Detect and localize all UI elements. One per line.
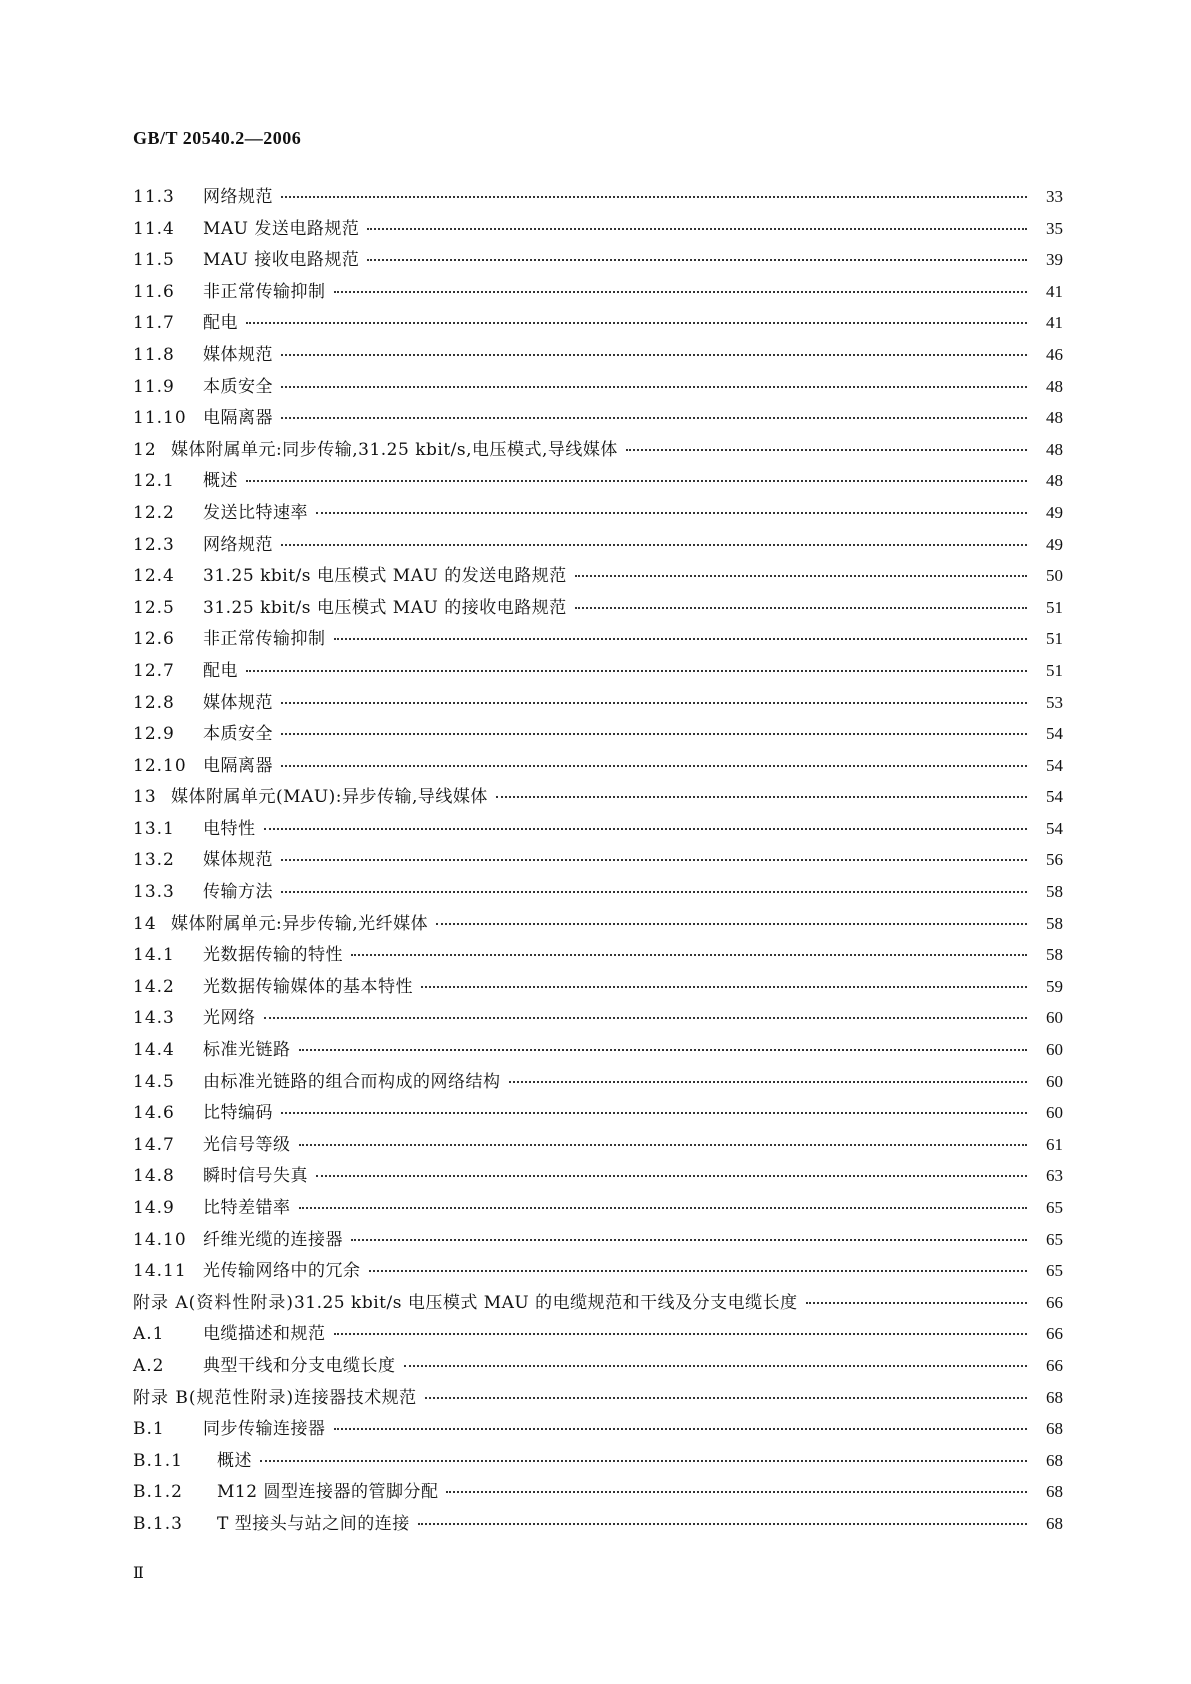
toc-entry-number: 12.1 xyxy=(133,471,175,492)
toc-entry-number: 14.1 xyxy=(133,945,175,966)
toc-entry-title: 光数据传输媒体的基本特性 xyxy=(203,976,413,997)
toc-entry[interactable] xyxy=(133,561,1063,593)
toc-entry[interactable] xyxy=(133,1256,1063,1288)
toc-leader-dots xyxy=(367,228,1027,230)
toc-entry-title: 光网络 xyxy=(203,1008,256,1029)
toc-entry-number: 12.4 xyxy=(133,566,175,587)
toc-entry-title: 本质安全 xyxy=(203,376,273,397)
toc-entry-page: 65 xyxy=(1046,1261,1063,1281)
toc-entry-number: 13.3 xyxy=(133,882,175,903)
toc-entry-page: 66 xyxy=(1046,1324,1063,1344)
toc-entry[interactable] xyxy=(133,1319,1063,1351)
toc-leader-dots xyxy=(299,1207,1028,1209)
toc-entry-page: 65 xyxy=(1046,1229,1063,1249)
toc-entry[interactable] xyxy=(133,1446,1063,1478)
toc-leader-dots xyxy=(281,417,1027,419)
toc-entry[interactable] xyxy=(133,751,1063,783)
toc-entry[interactable] xyxy=(133,372,1063,404)
toc-entry[interactable] xyxy=(133,498,1063,530)
toc-entry-title: 网络规范 xyxy=(203,534,273,555)
toc-leader-dots xyxy=(351,954,1027,956)
toc-entry-page: 54 xyxy=(1046,755,1063,775)
toc-leader-dots xyxy=(281,354,1027,356)
toc-leader-dots xyxy=(246,670,1027,672)
toc-entry[interactable] xyxy=(133,624,1063,656)
toc-entry-title: 电隔离器 xyxy=(203,755,273,776)
toc-entry-page: 50 xyxy=(1046,566,1063,586)
toc-entry-number: B.1.2 xyxy=(133,1482,183,1503)
document-code: GB/T 20540.2—2006 xyxy=(133,128,302,148)
toc-entry-number: 11.4 xyxy=(133,218,175,239)
toc-entry-number: 11.6 xyxy=(133,281,175,302)
toc-leader-dots xyxy=(509,1081,1028,1083)
toc-entry-title: 光数据传输的特性 xyxy=(203,945,343,966)
toc-entry-number: 14.5 xyxy=(133,1071,175,1092)
toc-entry-page: 54 xyxy=(1046,724,1063,744)
toc-entry-number: 14.7 xyxy=(133,1134,175,1155)
toc-entry-page: 66 xyxy=(1046,1292,1063,1312)
toc-entry[interactable] xyxy=(133,845,1063,877)
toc-entry-number: 14.9 xyxy=(133,1198,175,1218)
toc-entry-number: 14 xyxy=(133,913,157,934)
toc-leader-dots xyxy=(436,923,1027,925)
toc-entry-page: 59 xyxy=(1046,976,1063,996)
toc-entry[interactable] xyxy=(133,1225,1063,1257)
toc-entry-page: 58 xyxy=(1046,945,1063,965)
toc-leader-dots xyxy=(418,1523,1027,1525)
toc-leader-dots xyxy=(281,386,1027,388)
toc-entry-page: 41 xyxy=(1046,313,1063,333)
toc-leader-dots xyxy=(806,1302,1027,1304)
toc-entry-page: 68 xyxy=(1046,1450,1063,1470)
toc-entry-title: 媒体规范 xyxy=(203,692,273,713)
toc-entry[interactable] xyxy=(133,782,1063,814)
toc-entry-title: 比特编码 xyxy=(203,1103,273,1124)
toc-entry-number: 14.4 xyxy=(133,1040,175,1061)
toc-entry-title: M12 圆型连接器的管脚分配 xyxy=(217,1482,439,1503)
toc-entry-page: 48 xyxy=(1046,439,1063,459)
toc-entry-page: 68 xyxy=(1046,1419,1063,1439)
toc-leader-dots xyxy=(334,638,1028,640)
toc-entry-number: 12.5 xyxy=(133,597,175,618)
toc-entry-title: 媒体附属单元:异步传输,光纤媒体 xyxy=(171,913,429,934)
toc-leader-dots xyxy=(260,1460,1027,1462)
toc-entry[interactable] xyxy=(133,182,1063,214)
toc-leader-dots xyxy=(299,1144,1028,1146)
toc-entry-number: 11.10 xyxy=(133,408,187,429)
toc-entry-number: 附录 A(资料性附录) xyxy=(133,1292,294,1313)
toc-entry-title: 媒体附属单元:同步传输,31.25 kbit/s,电压模式,导线媒体 xyxy=(171,439,618,460)
toc-entry[interactable] xyxy=(133,1035,1063,1067)
toc-leader-dots xyxy=(334,291,1028,293)
toc-entry-number: B.1.3 xyxy=(133,1513,183,1534)
toc-entry[interactable] xyxy=(133,1509,1063,1541)
toc-entry-page: 49 xyxy=(1046,502,1063,522)
toc-entry[interactable] xyxy=(133,814,1063,846)
toc-entry-number: B.1 xyxy=(133,1419,165,1440)
toc-entry-title: 比特差错率 xyxy=(203,1198,291,1218)
toc-leader-dots xyxy=(369,1270,1028,1272)
toc-entry-title: 电缆描述和规范 xyxy=(203,1324,326,1345)
toc-entry[interactable] xyxy=(133,435,1063,467)
toc-entry-number: 14.6 xyxy=(133,1103,175,1124)
toc-entry-number: 14.11 xyxy=(133,1261,187,1282)
table-of-contents xyxy=(133,182,1063,1541)
toc-entry-number: 13.1 xyxy=(133,818,175,839)
toc-leader-dots xyxy=(246,480,1027,482)
toc-leader-dots xyxy=(496,796,1027,798)
toc-entry-title: MAU 发送电路规范 xyxy=(203,218,360,239)
toc-leader-dots xyxy=(351,1239,1027,1241)
toc-leader-dots xyxy=(421,986,1027,988)
toc-entry[interactable] xyxy=(133,1161,1063,1193)
toc-entry-title: 连接器技术规范 xyxy=(294,1387,417,1408)
toc-entry-page: 65 xyxy=(1046,1198,1063,1217)
toc-entry-title: 同步传输连接器 xyxy=(203,1419,326,1440)
toc-leader-dots xyxy=(264,828,1028,830)
toc-entry[interactable] xyxy=(133,1288,1063,1320)
toc-leader-dots xyxy=(316,512,1027,514)
toc-entry-number: A.1 xyxy=(133,1324,165,1345)
toc-entry-title: 非正常传输抑制 xyxy=(203,281,326,302)
toc-entry-title: 发送比特速率 xyxy=(203,502,308,523)
toc-leader-dots xyxy=(367,259,1027,261)
toc-entry-title: 概述 xyxy=(203,471,238,492)
toc-leader-dots xyxy=(264,1017,1028,1019)
toc-entry-page: 60 xyxy=(1046,1008,1063,1028)
toc-entry-page: 54 xyxy=(1046,787,1063,807)
toc-entry[interactable] xyxy=(133,688,1063,720)
toc-leader-dots xyxy=(575,607,1027,609)
toc-entry[interactable] xyxy=(133,1477,1063,1509)
toc-entry[interactable] xyxy=(133,1414,1063,1446)
toc-entry-page: 48 xyxy=(1046,408,1063,428)
toc-entry[interactable] xyxy=(133,530,1063,562)
toc-entry-page: 61 xyxy=(1046,1134,1063,1154)
toc-entry-title: 媒体附属单元(MAU):异步传输,导线媒体 xyxy=(171,787,488,808)
toc-entry-title: 电特性 xyxy=(203,818,256,839)
toc-entry[interactable] xyxy=(133,1098,1063,1130)
toc-entry-page: 68 xyxy=(1046,1387,1063,1407)
toc-entry-page: 41 xyxy=(1046,281,1063,301)
toc-leader-dots xyxy=(334,1428,1028,1430)
toc-entry[interactable] xyxy=(133,277,1063,309)
toc-entry-title: 纤维光缆的连接器 xyxy=(203,1229,343,1250)
toc-entry[interactable] xyxy=(133,940,1063,972)
toc-leader-dots xyxy=(281,891,1027,893)
toc-entry-title: 瞬时信号失真 xyxy=(203,1166,308,1187)
toc-entry-page: 60 xyxy=(1046,1040,1063,1060)
toc-leader-dots xyxy=(425,1397,1027,1399)
toc-entry[interactable] xyxy=(133,308,1063,340)
toc-entry-page: 66 xyxy=(1046,1355,1063,1375)
toc-entry[interactable] xyxy=(133,1351,1063,1383)
toc-leader-dots xyxy=(281,196,1027,198)
toc-leader-dots xyxy=(246,322,1027,324)
toc-leader-dots xyxy=(281,765,1027,767)
toc-leader-dots xyxy=(446,1491,1027,1493)
toc-entry-number: 14.8 xyxy=(133,1166,175,1187)
toc-entry-number: 14.3 xyxy=(133,1008,175,1029)
toc-entry-page: 35 xyxy=(1046,218,1063,238)
toc-entry[interactable] xyxy=(133,877,1063,909)
toc-entry-title: 31.25 kbit/s 电压模式 MAU 的接收电路规范 xyxy=(203,597,567,618)
toc-entry-number: 12.7 xyxy=(133,660,175,681)
toc-entry-title: 网络规范 xyxy=(203,187,273,207)
toc-entry-page: 58 xyxy=(1046,882,1063,902)
toc-entry-number: 11.9 xyxy=(133,376,175,397)
toc-entry-title: 光传输网络中的冗余 xyxy=(203,1261,361,1282)
toc-leader-dots xyxy=(299,1049,1028,1051)
toc-entry-page: 51 xyxy=(1046,660,1063,680)
toc-entry-number: 11.8 xyxy=(133,344,175,365)
toc-entry-page: 33 xyxy=(1046,187,1063,206)
toc-entry-title: T 型接头与站之间的连接 xyxy=(217,1513,410,1534)
toc-leader-dots xyxy=(316,1175,1027,1177)
toc-entry-number: 12.10 xyxy=(133,755,187,776)
toc-entry-page: 39 xyxy=(1046,250,1063,270)
toc-leader-dots xyxy=(334,1333,1028,1335)
toc-entry[interactable] xyxy=(133,1193,1063,1225)
toc-entry-page: 60 xyxy=(1046,1103,1063,1123)
toc-entry-title: 31.25 kbit/s 电压模式 MAU 的发送电路规范 xyxy=(203,566,567,587)
toc-entry-page: 48 xyxy=(1046,376,1063,396)
toc-entry-number: 11.3 xyxy=(133,187,175,207)
toc-leader-dots xyxy=(626,449,1027,451)
toc-entry-title: 媒体规范 xyxy=(203,850,273,871)
toc-entry-page: 51 xyxy=(1046,629,1063,649)
toc-leader-dots xyxy=(281,733,1027,735)
toc-entry-page: 63 xyxy=(1046,1166,1063,1186)
toc-leader-dots xyxy=(281,702,1027,704)
toc-entry-title: 非正常传输抑制 xyxy=(203,629,326,650)
toc-entry-title: 由标准光链路的组合而构成的网络结构 xyxy=(203,1071,501,1092)
toc-entry[interactable] xyxy=(133,245,1063,277)
toc-entry-page: 58 xyxy=(1046,913,1063,933)
toc-entry-page: 48 xyxy=(1046,471,1063,491)
toc-entry-number: 12.3 xyxy=(133,534,175,555)
toc-leader-dots xyxy=(281,859,1027,861)
toc-entry-page: 46 xyxy=(1046,344,1063,364)
toc-entry[interactable] xyxy=(133,1383,1063,1415)
toc-entry-number: 12.9 xyxy=(133,724,175,745)
toc-entry-number: 14.10 xyxy=(133,1229,187,1250)
toc-entry-page: 68 xyxy=(1046,1482,1063,1502)
toc-entry-number: A.2 xyxy=(133,1355,165,1376)
toc-entry-page: 51 xyxy=(1046,597,1063,617)
page-number: Ⅱ xyxy=(133,1565,144,1582)
toc-entry[interactable] xyxy=(133,719,1063,751)
toc-entry-page: 53 xyxy=(1046,692,1063,712)
toc-entry[interactable] xyxy=(133,340,1063,372)
toc-entry-number: B.1.1 xyxy=(133,1450,183,1471)
toc-entry[interactable] xyxy=(133,1003,1063,1035)
toc-entry-number: 12.2 xyxy=(133,502,175,523)
toc-entry-number: 11.5 xyxy=(133,250,175,271)
toc-entry-title: MAU 接收电路规范 xyxy=(203,250,360,271)
toc-entry-title: 配电 xyxy=(203,313,238,334)
toc-entry-number: 附录 B(规范性附录) xyxy=(133,1387,295,1408)
toc-entry-page: 49 xyxy=(1046,534,1063,554)
toc-entry-page: 60 xyxy=(1046,1071,1063,1091)
toc-entry-number: 13 xyxy=(133,787,157,808)
toc-entry[interactable] xyxy=(133,403,1063,435)
toc-entry-title: 传输方法 xyxy=(203,882,273,903)
toc-entry-page: 68 xyxy=(1046,1513,1063,1533)
toc-leader-dots xyxy=(575,575,1027,577)
toc-entry[interactable] xyxy=(133,909,1063,941)
toc-entry-number: 11.7 xyxy=(133,313,175,334)
toc-entry[interactable] xyxy=(133,656,1063,688)
toc-entry-title: 31.25 kbit/s 电压模式 MAU 的电缆规范和干线及分支电缆长度 xyxy=(293,1292,798,1313)
toc-entry[interactable] xyxy=(133,1067,1063,1099)
toc-entry-title: 典型干线和分支电缆长度 xyxy=(203,1355,396,1376)
toc-leader-dots xyxy=(404,1365,1028,1367)
toc-entry[interactable] xyxy=(133,214,1063,246)
toc-entry-title: 标准光链路 xyxy=(203,1040,291,1061)
toc-entry-title: 光信号等级 xyxy=(203,1134,291,1155)
toc-leader-dots xyxy=(281,544,1027,546)
toc-entry-number: 13.2 xyxy=(133,850,175,871)
toc-entry-number: 12 xyxy=(133,439,157,460)
toc-entry-page: 56 xyxy=(1046,850,1063,870)
toc-entry-title: 配电 xyxy=(203,660,238,681)
toc-entry-title: 概述 xyxy=(217,1450,252,1471)
toc-entry[interactable] xyxy=(133,466,1063,498)
toc-entry-number: 14.2 xyxy=(133,976,175,997)
toc-entry-number: 12.6 xyxy=(133,629,175,650)
toc-entry-title: 电隔离器 xyxy=(203,408,273,429)
toc-entry-page: 54 xyxy=(1046,818,1063,838)
toc-entry[interactable] xyxy=(133,972,1063,1004)
toc-entry[interactable] xyxy=(133,593,1063,625)
toc-entry-title: 媒体规范 xyxy=(203,344,273,365)
toc-entry-title: 本质安全 xyxy=(203,724,273,745)
toc-leader-dots xyxy=(281,1112,1027,1114)
toc-entry[interactable] xyxy=(133,1130,1063,1162)
toc-entry-number: 12.8 xyxy=(133,692,175,713)
